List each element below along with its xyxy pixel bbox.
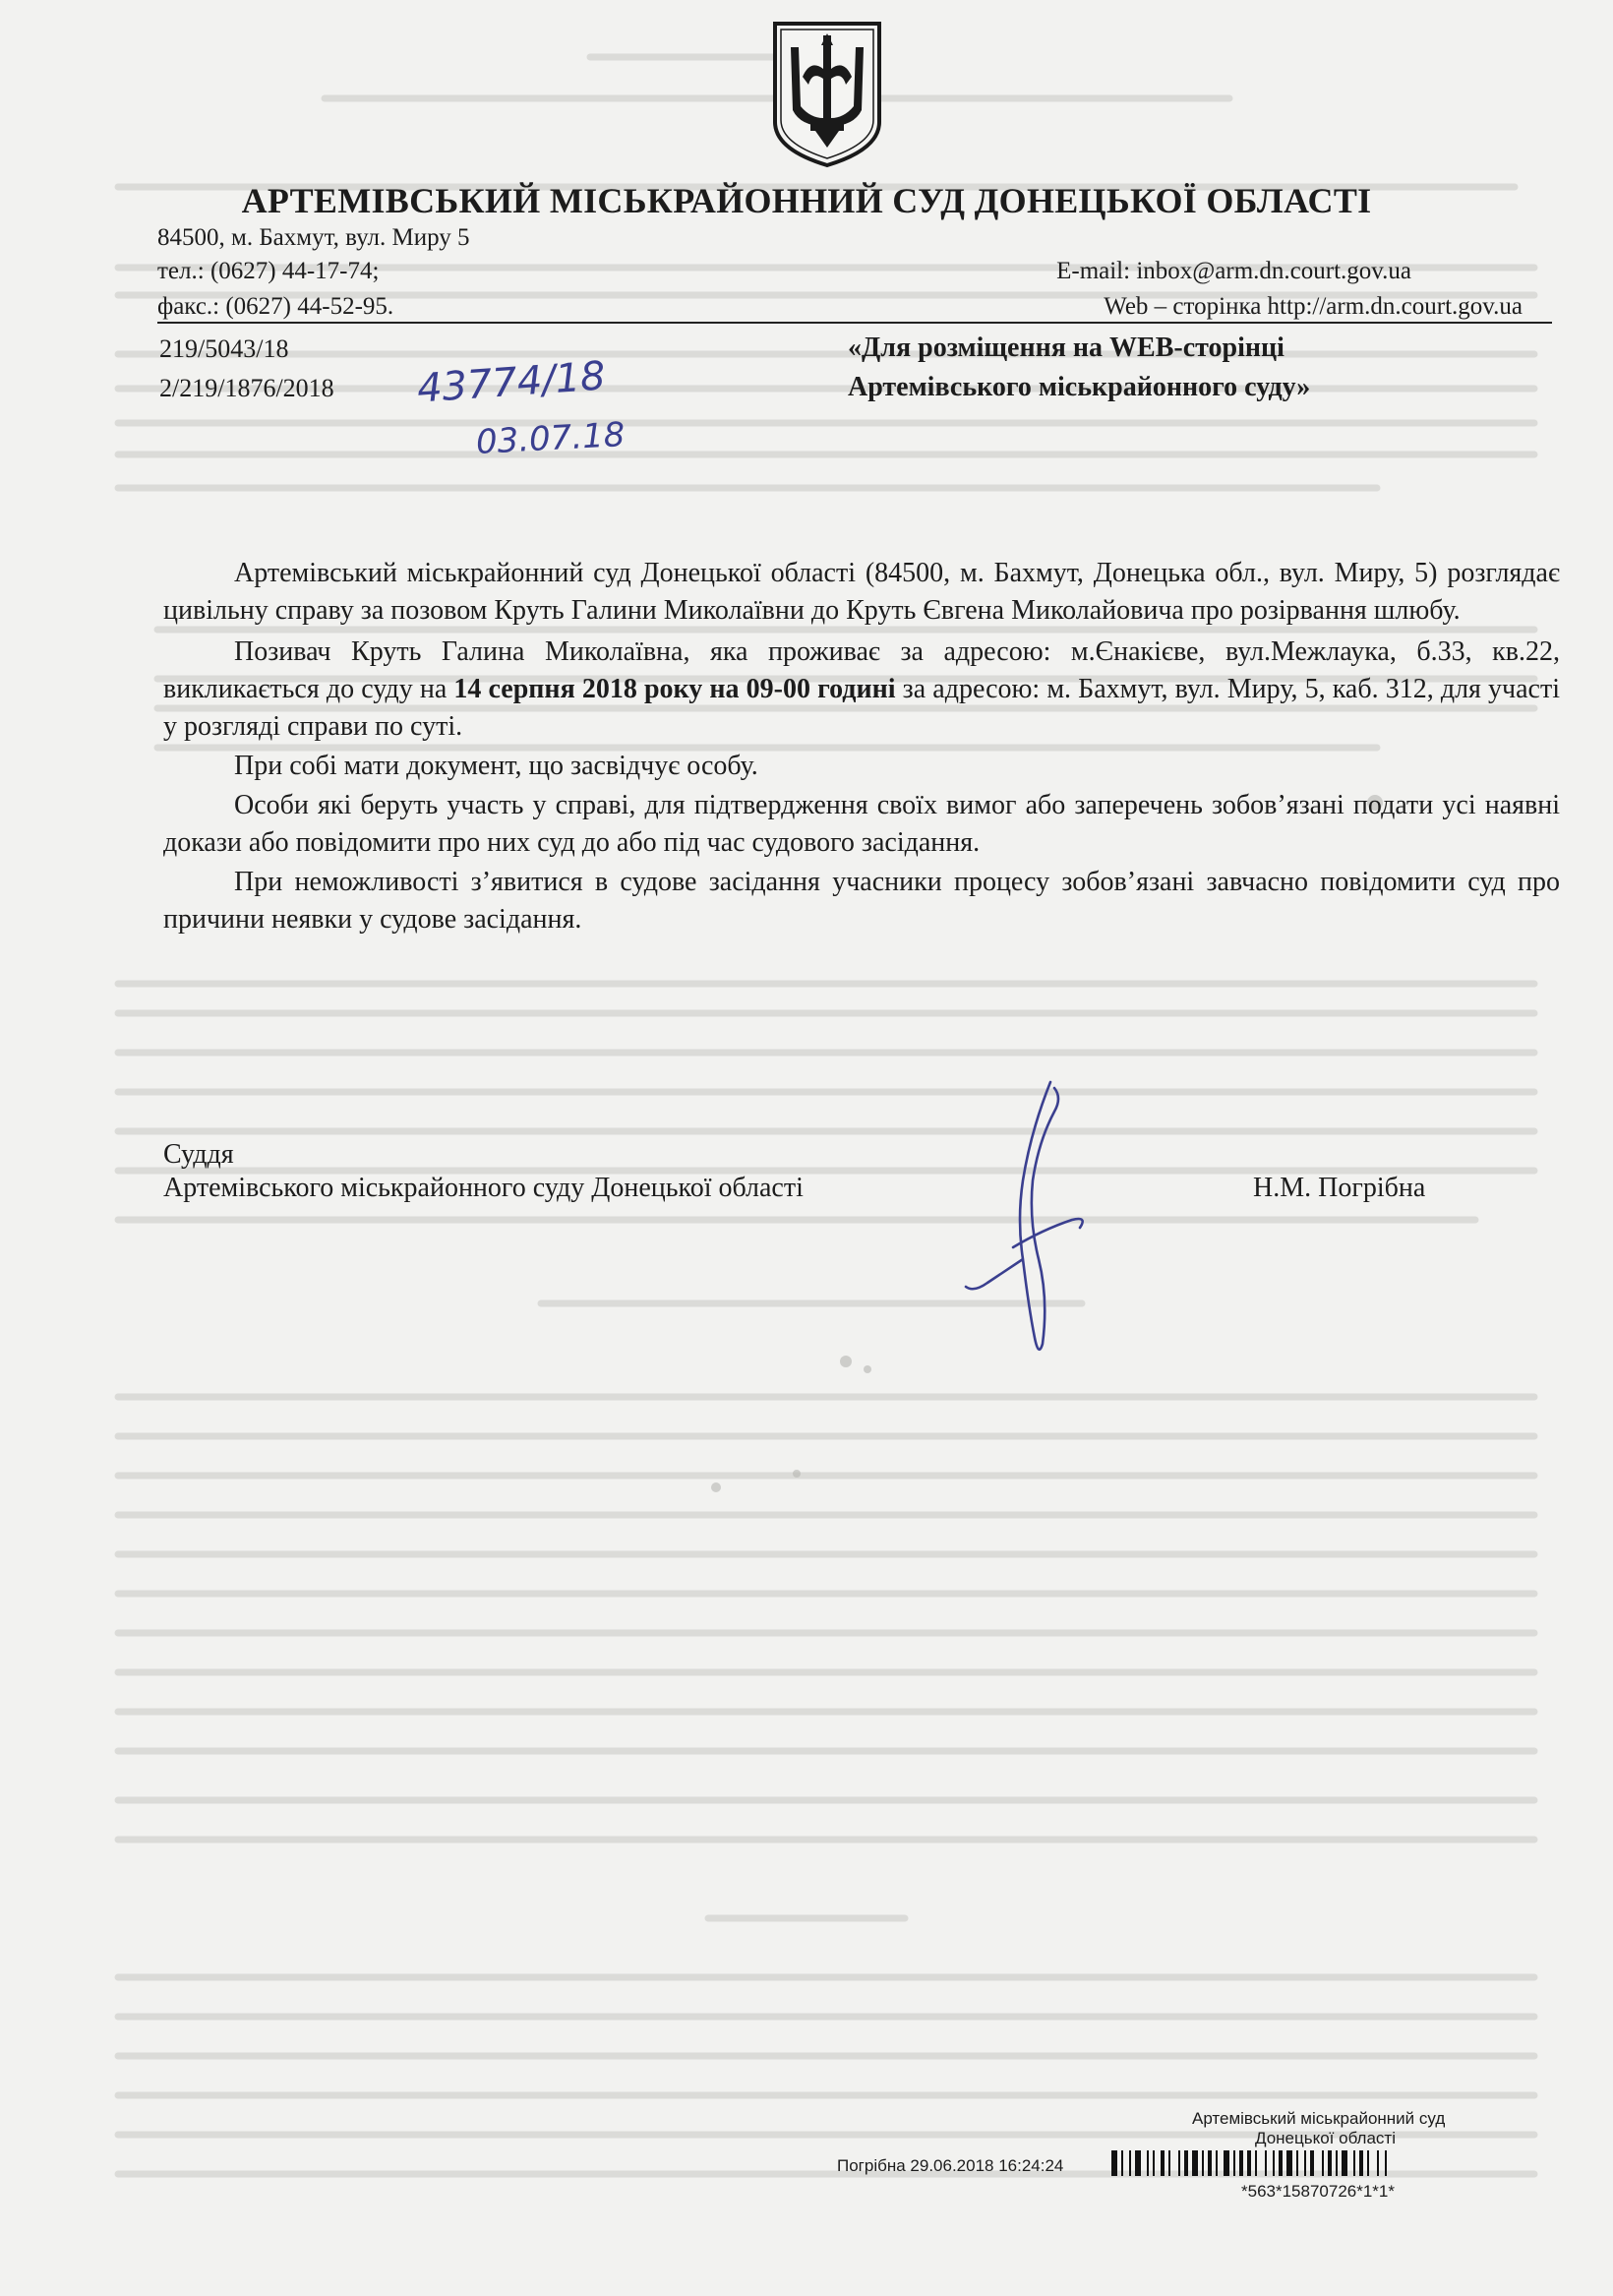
barcode-bar (1192, 2150, 1198, 2176)
handwritten-registration-number: 43774/18 (415, 353, 607, 412)
case-number-primary: 219/5043/18 (159, 334, 289, 363)
barcode-bar (1135, 2150, 1141, 2176)
barcode-bar (1168, 2150, 1170, 2176)
barcode-bar (1161, 2150, 1165, 2176)
handwritten-registration-date: 03.07.18 (475, 415, 627, 462)
summons-body (163, 555, 1560, 938)
barcode-bar (1296, 2150, 1298, 2176)
stamp-signed-by: Погрібна 29.06.2018 16:24:24 (837, 2156, 1064, 2175)
hearing-datetime: 14 серпня 2018 року на 09-00 годині (453, 674, 896, 704)
body-paragraph-absence: При неможливості з’явитися в судове засідання учасники процесу зобов’язані завчасно повідомити суд про причини неявки у судове засідання. (163, 867, 1560, 935)
barcode-bar (1367, 2150, 1369, 2176)
barcode-bar (1304, 2150, 1306, 2176)
barcode-bar (1342, 2150, 1347, 2176)
barcode-bar (1111, 2150, 1117, 2176)
barcode-bar (1239, 2150, 1243, 2176)
barcode-bar (1121, 2150, 1123, 2176)
barcode-bar (1273, 2150, 1275, 2176)
signature-court: Артемівського міськрайонного суду Донецької області (163, 1173, 804, 1203)
barcode-bar (1336, 2150, 1338, 2176)
barcode-bar (1359, 2150, 1363, 2176)
stamp-court-line-2: Донецької області (1255, 2129, 1396, 2147)
barcode-bar (1310, 2150, 1314, 2176)
court-fax: факс.: (0627) 44-52-95. (157, 293, 394, 320)
barcode-bar (1385, 2150, 1387, 2176)
barcode-bar (1153, 2150, 1155, 2176)
barcode-bar (1377, 2150, 1379, 2176)
court-phone: тел.: (0627) 44-17-74; (157, 258, 380, 284)
header-divider (157, 322, 1552, 324)
barcode-bar (1178, 2150, 1180, 2176)
trident-coat-of-arms-icon (771, 20, 883, 169)
summons-text-end: за адресою: м. Бахмут, вул. Миру, 5, каб. 312, для участі у розгляді справи по суті. (163, 674, 1561, 742)
barcode-bar (1279, 2150, 1283, 2176)
case-number-secondary: 2/219/1876/2018 (159, 374, 334, 402)
barcode-bar (1265, 2150, 1267, 2176)
barcode-bar (1202, 2150, 1204, 2176)
body-paragraph-id: При собі мати документ, що засвідчує особу. (234, 751, 758, 781)
summons-text-start: Позивач Круть Галина Миколаївна, яка проживає за адресою: м.Єнакієве, вул.Межлаука, б.33, кв.22, викликається до суду на (163, 636, 1560, 704)
stamp-court-line-1: Артемівський міськрайонний суд (1192, 2109, 1446, 2128)
barcode-bar (1322, 2150, 1324, 2176)
barcode-bar (1328, 2150, 1332, 2176)
barcode-number: *563*15870726*1*1* (1241, 2182, 1395, 2201)
barcode-bar (1216, 2150, 1218, 2176)
barcode-bar (1255, 2150, 1257, 2176)
handwritten-signature (944, 1072, 1102, 1367)
body-paragraph-evidence: Особи які беруть участь у справі, для підтвердження своїх вимог або заперечень зобов’язані подати усі наявні докази або повідомити про них суд до або під час судового засідання. (163, 790, 1560, 858)
barcode-bar (1184, 2150, 1188, 2176)
barcode-bar (1224, 2150, 1229, 2176)
barcode-bar (1247, 2150, 1251, 2176)
barcode-bar (1129, 2150, 1131, 2176)
barcode-bar (1353, 2150, 1355, 2176)
body-paragraph-summons (163, 634, 1560, 746)
barcode-bar (1286, 2150, 1292, 2176)
barcode-bar (1233, 2150, 1235, 2176)
publication-notice-line-2: Артемівського міськрайонного суду» (848, 372, 1311, 402)
court-website: Web – сторінка http://arm.dn.court.gov.ua (1104, 293, 1523, 320)
court-email: E-mail: inbox@arm.dn.court.gov.ua (1056, 258, 1411, 284)
barcode-bar (1208, 2150, 1212, 2176)
publication-notice-line-1: «Для розміщення на WEB-сторінці (848, 332, 1284, 363)
document-barcode (1111, 2150, 1574, 2180)
body-paragraph-case: Артемівський міськрайонний суд Донецької області (84500, м. Бахмут, Донецька обл., вул. Миру, 5) розглядає цивільну справу за позовом Круть Галини Миколаївни до Круть Євгена Миколайовича про розірвання шлюбу. (163, 558, 1560, 626)
barcode-bar (1147, 2150, 1149, 2176)
signature-role: Суддя (163, 1139, 234, 1170)
court-address: 84500, м. Бахмут, вул. Миру 5 (157, 224, 470, 251)
court-name-heading: АРТЕМІВСЬКИЙ МІСЬКРАЙОННИЙ СУД ДОНЕЦЬКОЇ ОБЛАСТІ (241, 181, 1372, 220)
judge-name: Н.М. Погрібна (1253, 1173, 1426, 1203)
